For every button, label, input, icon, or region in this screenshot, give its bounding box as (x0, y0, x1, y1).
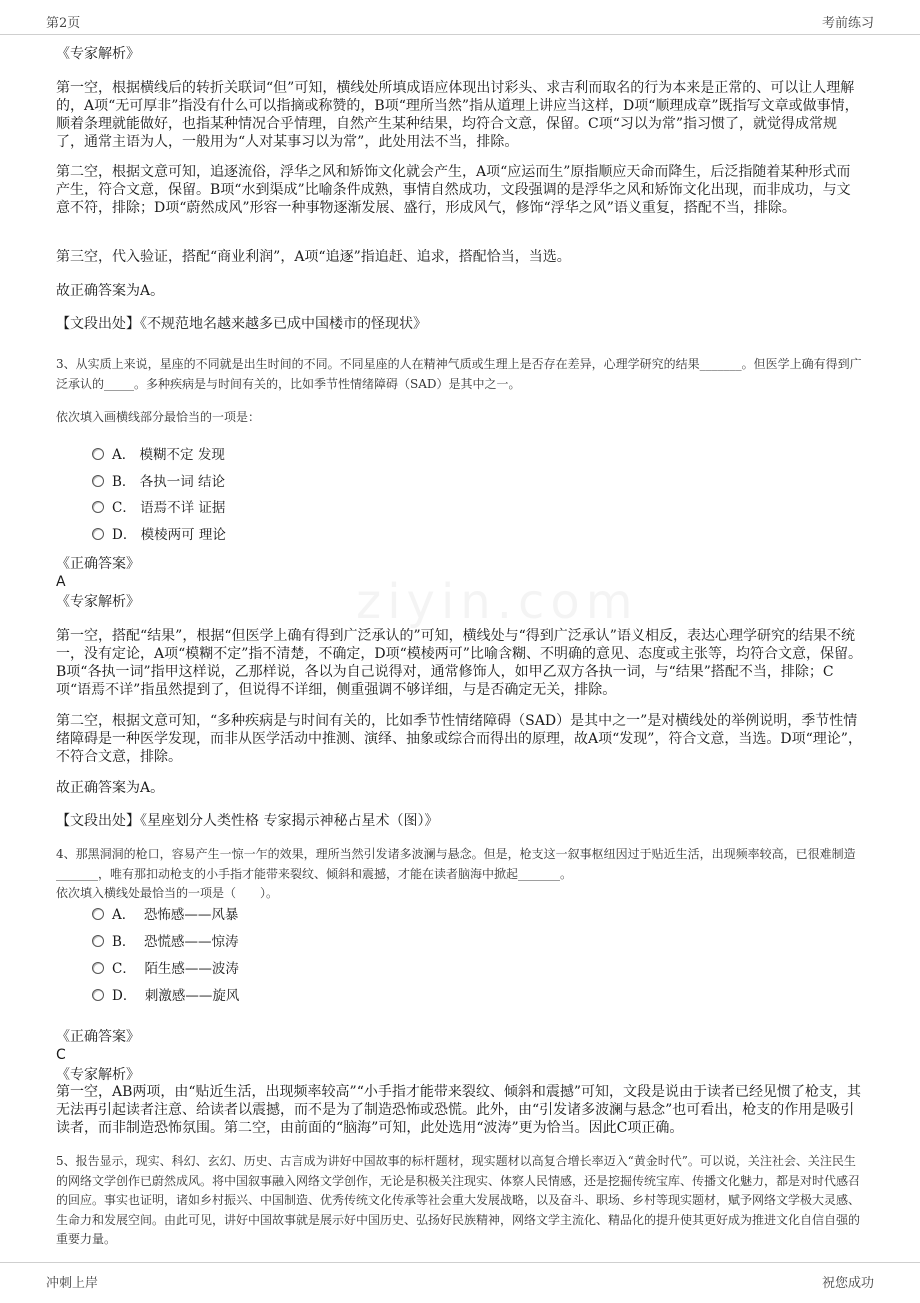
footer-left-text: 冲刺上岸 (46, 1276, 99, 1291)
page-header (0, 0, 920, 35)
header-title: 考前练习 (821, 16, 874, 31)
q4-option-d[interactable]: D． 刺激感——旋风 (92, 987, 239, 1005)
page-number: 第2页 (46, 16, 81, 31)
q2-analysis-p2: 第二空，根据文意可知，追逐流俗，浮华之风和矫饰文化就会产生，A项“应运而生”原指顺应天命而降生，后泛指随着某种形式而产生，符合文意，保留。B项“水到渠成”比喻条件成熟，事情自然成功，文段强调的是浮华之风和矫饰文化出现，而非成功，与文意不符，排除；D项“蔚然成风”形容一种事物逐渐发展、盛行，形成风气，修饰“浮华之风”语义重复，搭配不当，排除。 (56, 164, 851, 216)
q2-source: 【文段出处】《不规范地名越来越多已成中国楼市的怪现状》 (56, 316, 427, 332)
q4-answer-label: 《正确答案》 (56, 1029, 140, 1045)
expert-analysis-label: 《专家解析》 (56, 46, 140, 62)
radio-icon[interactable] (92, 528, 104, 540)
footer-right-text: 祝您成功 (821, 1276, 874, 1291)
radio-icon[interactable] (92, 501, 104, 513)
q4-instruction: 依次填入横线处最恰当的一项是（ ）。 (56, 886, 279, 900)
q3-instruction: 依次填入画横线部分最恰当的一项是： (56, 410, 261, 424)
q3-analysis-p1: 第一空，搭配“结果”，根据“但医学上确有得到广泛承认的”可知，横线处与“得到广泛承认”语义相反，表达心理学研究的结果不统一，没有定论，A项“模糊不定”指不清楚，不确定，D项“模棱两可”比喻含糊、不明确的意见、态度或主张等，均符合文意，保留。B项“各执一词”指甲这样说，乙那样说，各以为自己说得对，通常修饰人，如甲乙双方各执一词，与“结果”搭配不当，排除；C项“语焉不详”指虽然提到了，但说得不详细，侧重强调不够详细，与是否确定无关，排除。 (56, 628, 862, 698)
q4-stem: 4、那黑洞洞的枪口，容易产生一惊一乍的效果，理所当然引发诸多波澜与悬念。但是，枪支这一叙事枢纽因过于贴近生活，出现频率较高，已很难制造_______，唯有那扣动枪支的小手指才能带来裂纹、倾斜和震撼，才能在读者脑海中掀起_______。 (56, 847, 856, 881)
q3-expert-label: 《专家解析》 (56, 594, 140, 610)
q3-answer: A (56, 574, 66, 590)
q5-stem: 5、报告显示，现实、科幻、玄幻、历史、古言成为讲好中国故事的标杆题材，现实题材以高复合增长率迈入“黄金时代”。可以说，关注社会、关注民生的网络文学创作已蔚然成风。将中国叙事融入网络文学创作，无论是积极关注现实、体察人民情感，还是挖掘传统宝库、传播文化魅力，都是对时代感召的回应。事实也证明，诸如乡村振兴、中国制造、优秀传统文化传承等社会重大发展战略，以及奋斗、职场、乡村等现实题材，赋予网络文学极大灵感、生命力和发展空间。由此可见，讲好中国故事就是展示好中国历史、弘扬好民族精神，网络文学主流化、精品化的提升使其更好成为推进文化自信自强的重要力量。 (56, 1154, 861, 1246)
q4-expert-label: 《专家解析》 (56, 1067, 140, 1083)
radio-icon[interactable] (92, 908, 104, 920)
q3-conclusion: 故正确答案为A。 (56, 780, 165, 796)
q3-option-d[interactable]: D． 模棱两可 理论 (92, 526, 226, 544)
q3-source: 【文段出处】《星座划分人类性格 专家揭示神秘占星术（图）》 (56, 813, 439, 829)
q4-answer: C (56, 1047, 66, 1063)
q4-option-a[interactable]: A． 恐怖感——风暴 (92, 906, 238, 924)
radio-icon[interactable] (92, 989, 104, 1001)
q3-option-c[interactable]: C． 语焉不详 证据 (92, 499, 225, 517)
q4-option-b[interactable]: B． 恐慌感——惊涛 (92, 933, 239, 951)
radio-icon[interactable] (92, 475, 104, 487)
q3-option-b[interactable]: B． 各执一词 结论 (92, 473, 225, 491)
q3-answer-label: 《正确答案》 (56, 556, 140, 572)
radio-icon[interactable] (92, 962, 104, 974)
page-footer (0, 1262, 920, 1303)
q2-analysis-p3: 第三空，代入验证，搭配“商业利润”，A项“追逐”指追赶、追求，搭配恰当，当选。 (56, 249, 571, 265)
q2-analysis-p1: 第一空，根据横线后的转折关联词“但”可知，横线处所填成语应体现出讨彩头、求吉利而取名的行为本来是正常的、可以让人理解的，A项“无可厚非”指没有什么可以指摘或称赞的，B项“理所当然”指从道理上讲应当这样，D项“顺理成章”既指写文章或做事情，顺着条理就能做好，也指某种情况合乎情理，自然产生某种结果，均符合文意，保留。C项“习以为常”指习惯了，就觉得成常规了，通常主语为人，一般用为“人对某事习以为常”，此处用法不当，排除。 (56, 80, 859, 150)
q4-option-c[interactable]: C． 陌生感——波涛 (92, 960, 239, 978)
q3-stem: 3、从实质上来说，星座的不同就是出生时间的不同。不同星座的人在精神气质或生理上是否存在差异，心理学研究的结果_______。但医学上确有得到广泛承认的_____。多种疾病是与时间有关的，比如季节性情绪障碍（SAD）是其中之一。 (56, 357, 862, 391)
q4-analysis-p1: 第一空，AB两项，由“贴近生活，出现频率较高”“小手指才能带来裂纹、倾斜和震撼”可知，文段是说由于读者已经见惯了枪支，其无法再引起读者注意、给读者以震撼，而不是为了制造恐怖或恐慌。此外，由“引发诸多波澜与悬念”也可看出，枪支的作用是吸引读者，而非制造恐怖氛围。第二空，由前面的“脑海”可知，此处选用“波涛”更为恰当。因此C项正确。 (56, 1084, 862, 1136)
q2-conclusion: 故正确答案为A。 (56, 283, 165, 299)
q3-analysis-p2: 第二空，根据文意可知，“多种疾病是与时间有关的，比如季节性情绪障碍（SAD）是其中之一”是对横线处的举例说明，季节性情绪障碍是一种医学发现，而非从医学活动中推测、演绎、抽象或综合而得出的原理，故A项“发现”，符合文意，当选。D项“理论”，不符合文意，排除。 (56, 713, 862, 765)
q3-option-a[interactable]: A． 模糊不定 发现 (92, 446, 225, 464)
radio-icon[interactable] (92, 935, 104, 947)
radio-icon[interactable] (92, 448, 104, 460)
